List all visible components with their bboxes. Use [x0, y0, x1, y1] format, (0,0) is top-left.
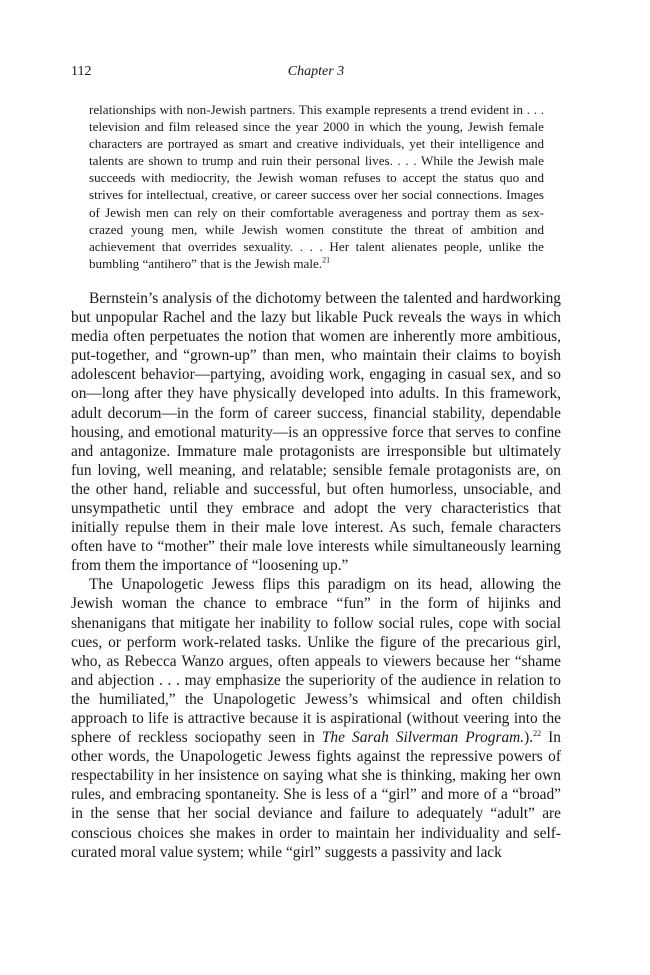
- page-number: 112: [71, 64, 92, 79]
- footnote-marker: 21: [322, 255, 331, 265]
- paragraph: [71, 575, 561, 861]
- paragraph-text: The Unapologetic Jewess flips this paradigm on its head, allowing the Jewish woman the chance to embrace “fun” in the form of hijinks and shenanigans that mitigate her inability to follow social rules, cope with social cues, or perform work-related tasks. Unlike the figure of the precarious girl, who, as Rebecca Wanzo argues, often appeals to viewers because her “shame and abjection . . . may emphasize the superiority of the audience in relation to the humiliated,” the Unapologetic Jewess’s whimsical and often childish approach to life is attractive because it is aspirational (without veering into the sphere of reckless sociopathy seen in: [71, 576, 561, 747]
- closing-parenthesis: ).: [524, 729, 534, 747]
- paragraph-text: In other words, the Unapologetic Jewess fights against the repressive powers of respectability in her insistence on saying what she is thinking, making her own rules, and embracing spontaneity. She is less of a “girl” and more of a “broad” in the sense that her social deviance and failure to adequately “adult” are conscious choices she makes in order to maintain her individuality and self-curated moral value system; while “girl” suggests a passivity and lack: [71, 729, 561, 861]
- running-head: [71, 62, 561, 82]
- block-quote: [89, 101, 544, 272]
- chapter-title: Chapter 3: [287, 64, 345, 79]
- book-page: [71, 62, 561, 862]
- show-title: The Sarah Silverman Program.: [321, 729, 525, 747]
- block-quote-text: relationships with non-Jewish partners. This example represents a trend evident in . . . television and film released since the year 2000 in which the young, Jewish female characters are portrayed as smart and creative individuals, yet their intelligence and talents are shown to trump and ruin their personal lives. . . . While the Jewish male succeeds with mediocrity, the Jewish woman refuses to accept the status quo and strives for intellectual, creative, or career success over her social connections. Images of Jewish men can rely on their comfortable averageness and portray them as sex-crazed young men, while Jewish women constitute the threat of ambition and achievement that overrides sexuality. . . . Her talent alienates people, unlike the bumbling “antihero” that is the Jewish male.: [89, 102, 544, 271]
- body-text: [71, 289, 561, 862]
- footnote-marker: 22: [533, 728, 542, 738]
- paragraph: Bernstein’s analysis of the dichotomy between the talented and hardworking but unpopular Rachel and the lazy but likable Puck reveals the ways in which media often perpetuates the notion that women are inherently more ambitious, put-together, and “grown-up” than men, who maintain their claims to boyish adolescent behavior—partying, avoiding work, engaging in casual sex, and so on—long after they have physically developed into adults. In this framework, adult decorum—in the form of career success, financial stability, dependable housing, and emotional maturity—is an oppressive force that serves to confine and antagonize. Immature male protagonists are irresponsible but ultimately fun loving, well meaning, and relatable; sensible female protagonists are, on the other hand, reliable and successful, but often humorless, unsociable, and unsympathetic until they embrace and adopt the very characteristics that initially repulse them in their male love interest. As such, female characters often have to “mother” their male love interests while simultaneously learning from them the importance of “loosening up.”: [71, 289, 561, 575]
